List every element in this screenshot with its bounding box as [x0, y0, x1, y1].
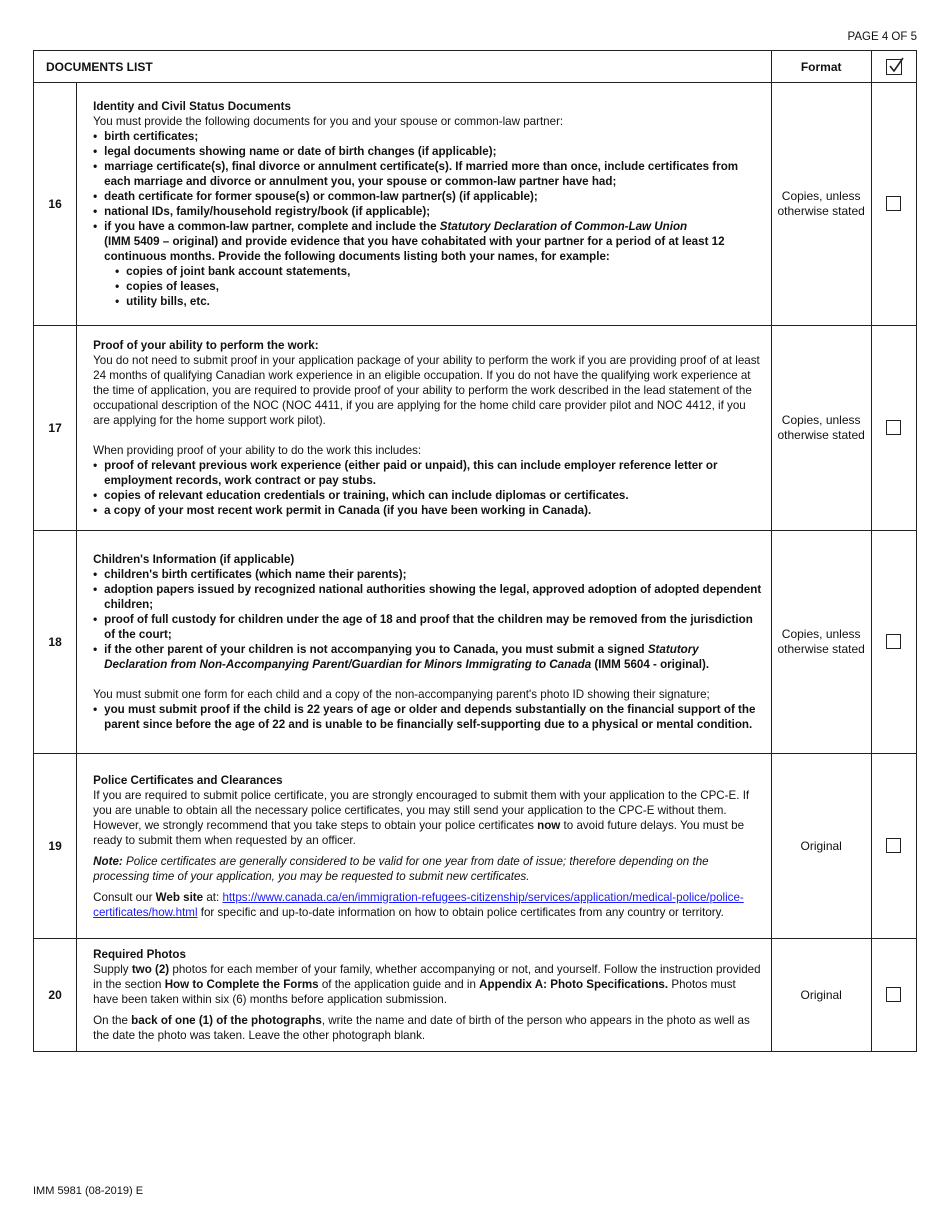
- format-value: Copies, unless otherwise stated: [771, 531, 871, 754]
- bullet-list: [93, 458, 762, 518]
- row-title: Children's Information (if applicable): [93, 553, 295, 566]
- list-item: • utility bills, etc.: [115, 294, 762, 309]
- checkbox[interactable]: [886, 634, 901, 649]
- table-row: [34, 531, 917, 754]
- checkbox[interactable]: [886, 838, 901, 853]
- note-paragraph: Note: Police certificates are generally considered to be valid for one year from date of issue; therefore depending on the processing time of your application, you may be requested to submit new certificates.: [93, 854, 709, 883]
- row-number: 20: [34, 939, 77, 1052]
- row-paragraph: Supply two (2) photos for each member of your family, whether accompanying or not, and yourself. Follow the instruction provided in the section How to Complete the Forms of the application guide and in Appendix A: Photo Specifications. Photos must have been taken within six (6) months before application submission.: [93, 963, 761, 1006]
- row-title: Police Certificates and Clearances: [93, 773, 283, 787]
- table-row: [34, 326, 917, 531]
- list-item: • copies of joint bank account statements,: [115, 264, 762, 279]
- format-value: Copies, unless otherwise stated: [771, 326, 871, 531]
- row-paragraph: You must submit one form for each child and a copy of the non-accompanying parent's photo ID showing their signature;: [93, 688, 710, 701]
- documents-list-heading: DOCUMENTS LIST: [34, 51, 772, 83]
- form-number: IMM 5409 – original: [108, 235, 215, 248]
- checkbox[interactable]: [886, 196, 901, 211]
- format-heading: Format: [771, 51, 871, 83]
- police-certificates-link[interactable]: https://www.canada.ca/en/immigration-refugees-citizenship/services/application/medical-police/police-certificates/how.html: [93, 890, 744, 919]
- row-description: [77, 939, 771, 1052]
- list-item: • if you have a common-law partner, complete and include the Statutory Declaration of Common-Law Union (IMM 5409 – original) and provide evidence that you have cohabitated with your partner for a period of at least 12 continuous months. Provide the following documents listing both your names, for example: • copies of joint bank account statements, • copies of leases, • utility bills, etc.: [93, 219, 762, 309]
- sub-bullet-list: [104, 264, 762, 309]
- list-item: • a copy of your most recent work permit in Canada (if you have been working in Canada).: [93, 503, 762, 518]
- documents-list-table: [33, 50, 917, 1052]
- row-paragraph: If you are required to submit police certificate, you are strongly encouraged to submit them with your application to the CPC-E. If you are unable to obtain all the necessary police certificates, you may still send your application to the CPC-E without them. However, we strongly recommend that you take steps to obtain your police certificates now to avoid future delays. You must be ready to submit them when requested by an officer.: [93, 788, 750, 847]
- bullet-list: [93, 567, 762, 672]
- row-description: [77, 326, 771, 531]
- list-item: • adoption papers issued by recognized national authorities showing the legal, approved adoption of adopted dependent children;: [93, 582, 762, 612]
- page-number: PAGE 4 OF 5: [847, 31, 917, 43]
- list-item: • children's birth certificates (which name their parents);: [93, 567, 762, 582]
- list-item: • marriage certificate(s), final divorce or annulment certificate(s). If married more than once, include certificates from each marriage and divorce or annulment you, your spouse or common-law partner have had;: [93, 159, 762, 189]
- table-header: [34, 51, 917, 83]
- bullet-list: [93, 129, 762, 309]
- row-title: Proof of your ability to perform the work:: [93, 339, 319, 352]
- list-item: • national IDs, family/household registry/book (if applicable);: [93, 204, 762, 219]
- row-number: 16: [34, 83, 77, 326]
- list-item: • copies of leases,: [115, 279, 762, 294]
- note-label: Note:: [93, 854, 123, 868]
- list-item: • death certificate for former spouse(s) or common-law partner(s) (if applicable);: [93, 189, 762, 204]
- form-name: Statutory Declaration from Non-Accompanying Parent/Guardian for Minors Immigrating to Canada: [104, 643, 699, 671]
- row-intro: You must provide the following documents for you and your spouse or common-law partner:: [93, 115, 564, 128]
- list-item: • copies of relevant education credentials or training, which can include diplomas or certificates.: [93, 488, 762, 503]
- row-number: 17: [34, 326, 77, 531]
- checkbox[interactable]: [886, 420, 901, 435]
- format-value: Original: [771, 754, 871, 939]
- list-item: • if the other parent of your children is not accompanying you to Canada, you must submit a signed Statutory Declaration from Non-Accompanying Parent/Guardian for Minors Immigrating to Canada (IMM 5604 - original).: [93, 642, 762, 672]
- table-row: [34, 83, 917, 326]
- row-paragraph: When providing proof of your ability to do the work this includes:: [93, 444, 422, 457]
- format-value: Original: [771, 939, 871, 1052]
- table-row: [34, 754, 917, 939]
- list-item: • proof of full custody for children under the age of 18 and proof that the children may be removed from the jurisdiction of the court;: [93, 612, 762, 642]
- row-description: [77, 531, 771, 754]
- list-item: • proof of relevant previous work experience (either paid or unpaid), this can include employer reference letter or employment records, work contract or pay stubs.: [93, 458, 762, 488]
- form-code-footer: IMM 5981 (08-2019) E: [33, 1185, 144, 1197]
- row-title: Required Photos: [93, 948, 186, 961]
- row-paragraph: You do not need to submit proof in your application package of your ability to perform the work if you are providing proof of at least 24 months of qualifying Canadian work experience in an eligible occupation. If you do not have the qualifying work experience at the time of application, you are required to provide proof of your ability to perform the work described in the lead statement of the occupational description of the NOC (NOC 4411, if you are applying for the home child care provider pilot and NOC 4412, if you are applying for the home support work pilot).: [93, 354, 760, 427]
- row-paragraph: Consult our Web site at: https://www.canada.ca/en/immigration-refugees-citizenship/services/application/medical-police/police-certificates/how.html for specific and up-to-date information on how to obtain police certificates from any country or territory.: [93, 890, 744, 919]
- row-paragraph: On the back of one (1) of the photographs, write the name and date of birth of the person who appears in the photo as well as the date the photo was taken. Leave the other photograph blank.: [93, 1014, 750, 1042]
- checked-box-icon: [886, 59, 902, 75]
- bullet-list: [93, 702, 762, 732]
- table-row: [34, 939, 917, 1052]
- row-number: 18: [34, 531, 77, 754]
- row-description: [77, 83, 771, 326]
- checkbox[interactable]: [886, 987, 901, 1002]
- form-name: Statutory Declaration of Common-Law Union: [439, 220, 688, 233]
- list-item: • birth certificates;: [93, 129, 762, 144]
- row-title: Identity and Civil Status Documents: [93, 100, 291, 113]
- list-item: • legal documents showing name or date of birth changes (if applicable);: [93, 144, 762, 159]
- row-description: [77, 754, 771, 939]
- list-item: • you must submit proof if the child is 22 years of age or older and depends substantially on the financial support of the parent since before the age of 22 and is unable to be financially self-supporting due to a physical or mental condition.: [93, 702, 762, 732]
- form-number: IMM 5604 - original: [598, 658, 702, 671]
- format-value: Copies, unless otherwise stated: [771, 83, 871, 326]
- row-number: 19: [34, 754, 77, 939]
